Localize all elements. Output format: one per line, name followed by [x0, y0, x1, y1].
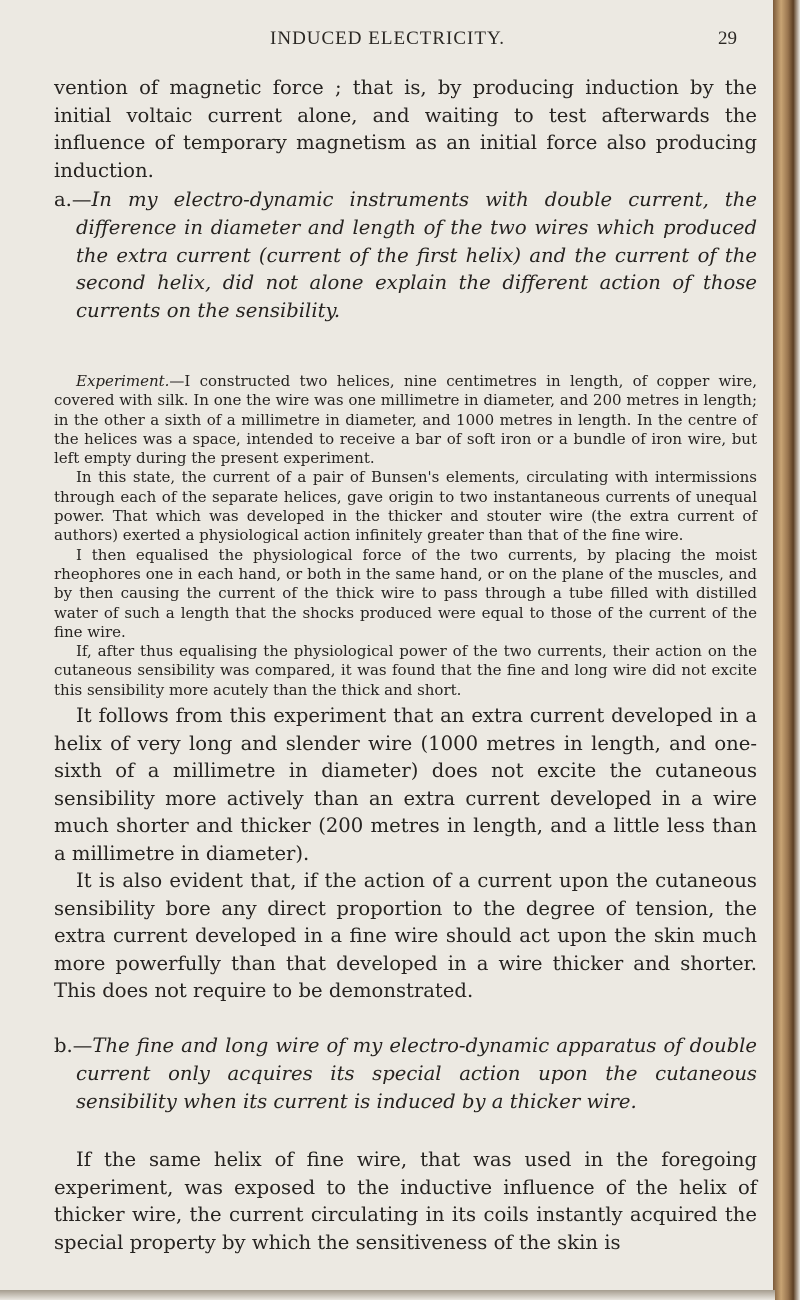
proposition-b [54, 1032, 757, 1115]
experiment-paragraph-2: In this state, the current of a pair of Bunsen's elements, circulating with intermissions through each of the separate helices, gave origin to two instantaneous currents of unequal power. That which was developed in the thicker and stouter wire (the extra current of authors) exerted a physiological action infinitely greater than that of the fine wire. [54, 468, 757, 545]
experiment-text-1: —I constructed two helices, nine centimetres in length, of copper wire, covered with silk. In one the wire was one millimetre in diameter, and 200 metres in length; in the other a sixth of a millimetre in diameter, and 1000 metres in length. In the centre of the helices was a space, intended to receive a bar of soft iron or a bundle of iron wire, but left empty during the present experiment. [54, 372, 757, 468]
experiment-paragraph-3: I then equalised the physiological force of the two currents, by placing the moist rheophores one in each hand, or both in the same hand, or on the plane of the muscles, and by then causing the current of the thick wire to pass through a tube filled with distilled water of such a length that the shocks produced were equal to those of the current of the fine wire. [54, 545, 757, 641]
page-number: 29 [718, 28, 737, 49]
conclusion-block [54, 702, 757, 1005]
page-binding-edge [773, 0, 800, 1300]
proposition-a [54, 186, 757, 325]
experiment-label: Experiment. [76, 372, 170, 390]
conclusion-paragraph-2: It is also evident that, if the action of a current upon the cutaneous sensibility bore any direct proportion to the degree of tension, the extra current developed in a fine wire should act upon the skin much more powerfully than that developed in a wire thicker and shorter. This does not require to be demonstrated. [54, 869, 757, 1002]
final-paragraph-block [54, 1146, 757, 1256]
page-bottom-shadow [0, 1290, 775, 1300]
proposition-b-text: The fine and long wire of my electro-dynamic apparatus of double current only acquires its special action upon the cutaneous sensibility when its current is induced by a thicker wire. [76, 1034, 757, 1113]
experiment-paragraph-4: If, after thus equalising the physiological power of the two currents, their action on the cutaneous sensibility was compared, it was found that the fine and long wire did not excite this sensibility more acutely than the thick and short. [54, 642, 757, 699]
proposition-a-label: a.— [54, 188, 92, 211]
page-header [0, 26, 775, 56]
experiment-paragraph-1 [54, 372, 757, 468]
body-paragraph-continued [54, 74, 757, 184]
experiment-block [54, 372, 757, 700]
running-head: INDUCED ELECTRICITY. [270, 28, 505, 49]
final-paragraph: If the same helix of fine wire, that was used in the foregoing experiment, was exposed to the inductive influence of the helix of thicker wire, the current circulating in its coils instantly acquired the special property by which the sensitiveness of the skin is [54, 1148, 757, 1254]
proposition-b-label: b.— [54, 1034, 93, 1057]
proposition-a-text: In my electro-dynamic instruments with double current, the difference in diameter and length of the two wires which produced the extra current (current of the first helix) and the current of the second helix, did not alone explain the different action of those currents on the sensibility. [76, 188, 757, 323]
conclusion-paragraph-1: It follows from this experiment that an extra current developed in a helix of very long and slender wire (1000 metres in length, and one-sixth of a millimetre in diameter) does not excite the cutaneous sensibility more actively than an extra current developed in a wire much shorter and thicker (200 metres in length, and a little less than a millimetre in diameter). [54, 704, 757, 865]
paragraph-text: vention of magnetic force ; that is, by producing induction by the initial voltaic current alone, and waiting to test afterwards the influence of temporary magnetism as an initial force also producing induction. [54, 76, 757, 182]
